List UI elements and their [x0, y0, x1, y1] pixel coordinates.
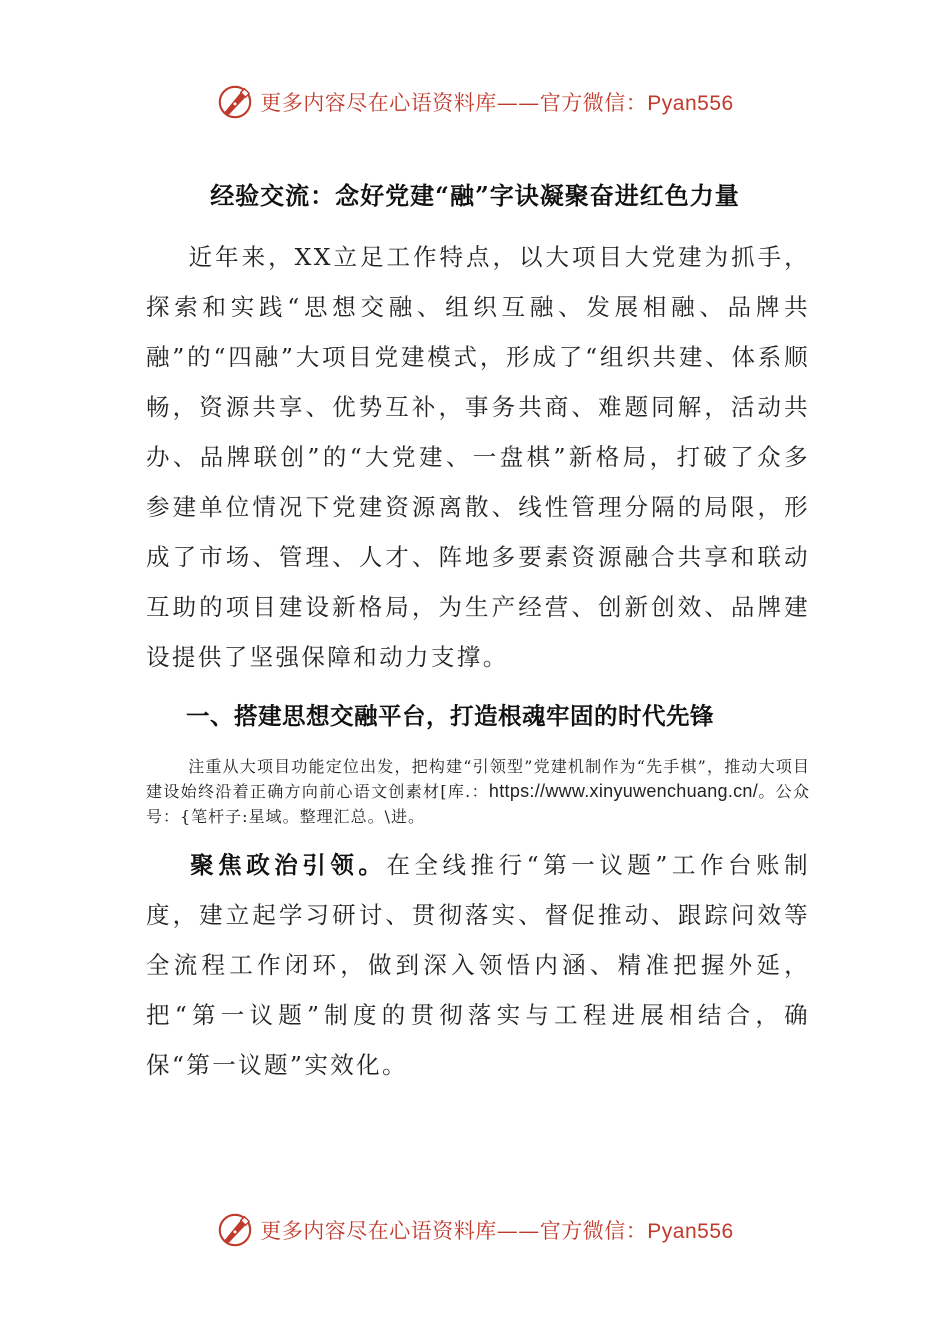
banner-dash: —— — [496, 1219, 540, 1243]
banner-slogan: 更多内容尽在心语资料库 — [260, 91, 497, 115]
section-1-note-text-a: 注重从大项目功能定位出发，把构建“引领型”党建机制作为“先手棋”，推动大项目建设始终沿着正确方向前心语文创素材[库.： — [146, 757, 810, 801]
banner-text — [260, 87, 733, 117]
pen-nib-circle-logo-icon — [216, 1211, 254, 1249]
banner-wechat-label: 官方微信： — [539, 91, 648, 115]
header-banner — [0, 82, 950, 122]
intro-paragraph — [146, 232, 810, 682]
pen-nib-circle-logo-icon — [216, 83, 254, 121]
banner-wechat-label: 官方微信： — [539, 1219, 648, 1243]
section-heading-text: 一、搭建思想交融平台，打造根魂牢固的时代先锋 — [186, 702, 714, 730]
banner-text — [260, 1215, 733, 1245]
banner-account: Pyan556 — [647, 92, 734, 115]
paragraph-lead: 聚焦政治引领。 — [188, 851, 387, 879]
banner-dash: —— — [496, 91, 540, 115]
political-guidance-paragraph — [146, 840, 810, 1090]
section-1-note — [146, 754, 810, 829]
section-heading-1 — [146, 696, 826, 736]
document-title: 经验交流：念好党建“融”字诀凝聚奋进红色力量 — [210, 181, 740, 210]
section-1-note-text-b: 。公众号：{笔杆子:星域。整理汇总。\进。 — [146, 782, 810, 826]
intro-text: 近年来，XX立足工作特点，以大项目大党建为抓手，探索和实践“思想交融、组织互融、发展相融、品牌共融”的“四融”大项目党建模式，形成了“组织共建、体系顺畅，资源共享、优势互补，事务共商、难题同解，活动共办、品牌联创”的“大党建、一盘棋”新格局，打破了众多参建单位情况下党建资源离散、线性管理分隔的局限，形成了市场、管理、人才、阵地多要素资源融合共享和联动互助的项目建设新格局，为生产经营、创新创效、品牌建设提供了坚强保障和动力支撑。 — [146, 243, 810, 671]
banner-slogan: 更多内容尽在心语资料库 — [260, 1219, 497, 1243]
paragraph-body: 在全线推行“第一议题”工作台账制度，建立起学习研讨、贯彻落实、督促推动、跟踪问效等全流程工作闭环，做到深入领悟内涵、精准把握外延，把“第一议题”制度的贯彻落实与工程进展相结合，确保“第一议题”实效化。 — [146, 851, 810, 1079]
footer-banner — [0, 1210, 950, 1250]
section-1-note-url: https://www.xinyuwenchuang.cn/ — [488, 781, 759, 801]
banner-account: Pyan556 — [647, 1220, 734, 1243]
